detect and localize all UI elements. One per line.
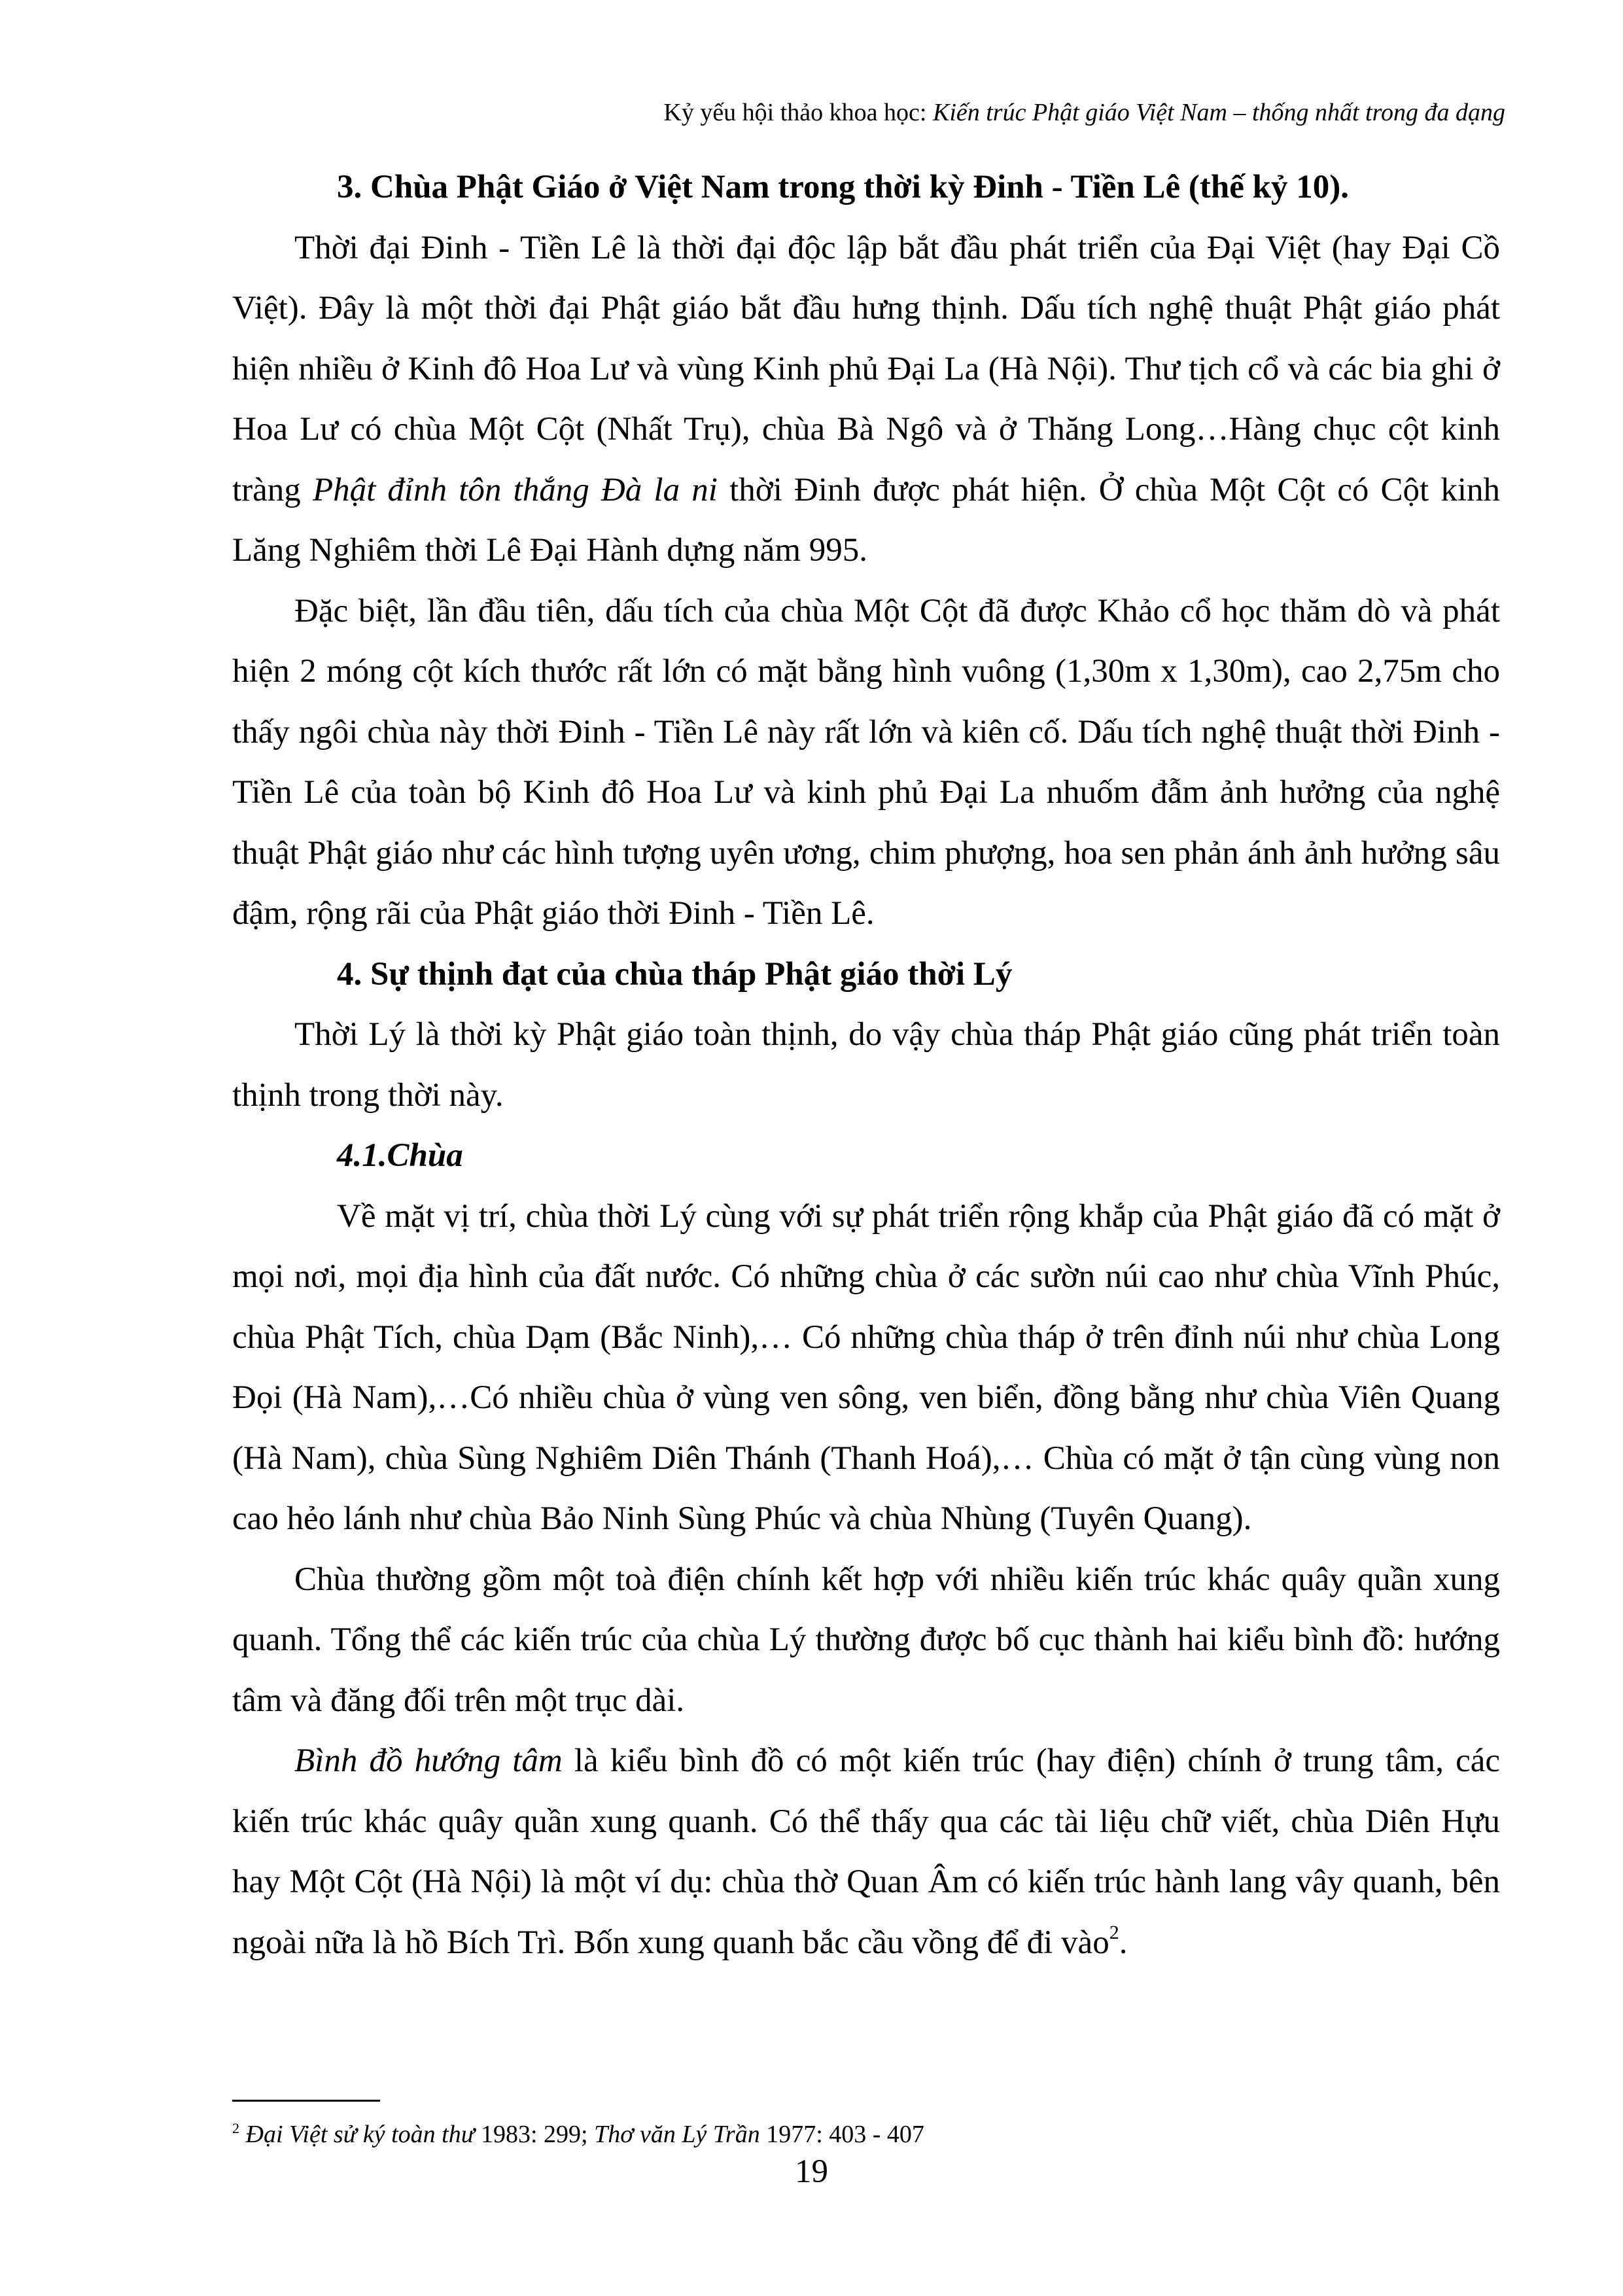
section-4-paragraph-1: Thời Lý là thời kỳ Phật giáo toàn thịnh, do vậy chùa tháp Phật giáo cũng phát triển toàn thịnh trong thời này.: [232, 1016, 1500, 1114]
footnote-source-2: Thơ văn Lý Trần: [594, 2121, 760, 2148]
page-number: 19: [795, 2153, 828, 2190]
term-italic: Bình đồ hướng tâm: [294, 1742, 563, 1779]
footnote-text: 1977: 403 - 407: [759, 2121, 924, 2148]
footnote-text: 1983: 299;: [474, 2121, 595, 2148]
section-4-1-paragraph-2: Chùa thường gồm một toà điện chính kết hợp với nhiều kiến trúc khác quây quần xung quanh. Tổng thể các kiến trúc của chùa Lý thường được bố cục thành hai kiểu bình đồ: hướng tâm và đăng đối trên một trục dài.: [232, 1561, 1500, 1719]
section-3-paragraph-1: [232, 218, 1500, 581]
footnote-separator: [232, 2100, 380, 2102]
section-4-heading: 4. Sự thịnh đạt của chùa tháp Phật giáo thời Lý: [337, 955, 1013, 993]
running-header: [663, 98, 1505, 127]
text-run: Thời đại Đinh - Tiền Lê là thời đại độc lập bắt đầu phát triển của Đại Việt (hay Đại Cồ Việt). Đây là một thời đại Phật giáo bắt đầu hưng thịnh. Dấu tích nghệ thuật Phật giáo phát hiện nhiều ở Kinh đô Hoa Lư và vùng Kinh phủ Đại La (Hà Nội). Thư tịch cổ và các bia ghi ở Hoa Lư có chùa Một Cột (Nhất Trụ), chùa Bà Ngô và ở Thăng Long…Hàng chục cột kinh tràng: [232, 229, 1500, 508]
footnote: [232, 2120, 924, 2149]
sutra-title: Phật đỉnh tôn thắng Đà la ni: [312, 471, 718, 508]
section-4-1-heading: 4.1.Chùa: [337, 1137, 463, 1174]
footnote-reference[interactable]: 2: [1109, 1921, 1119, 1943]
section-4-1-paragraph-1: Về mặt vị trí, chùa thời Lý cùng với sự phát triển rộng khắp của Phật giáo đã có mặt ở mọi nơi, mọi địa hình của đất nước. Có những chùa ở các sườn núi cao như chùa Vĩnh Phúc, chùa Phật Tích, chùa Dạm (Bắc Ninh),… Có những chùa tháp ở trên đỉnh núi như chùa Long Đọi (Hà Nam),…Có nhiều chùa ở vùng ven sông, ven biển, đồng bằng như chùa Viên Quang (Hà Nam), chùa Sùng Nghiêm Diên Thánh (Thanh Hoá),… Chùa có mặt ở tận cùng vùng non cao hẻo lánh như chùa Bảo Ninh Sùng Phúc và chùa Nhùng (Tuyên Quang).: [232, 1197, 1500, 1537]
header-title: Kiến trúc Phật giáo Việt Nam – thống nhất trong đa dạng: [932, 99, 1505, 126]
text-run: .: [1119, 1924, 1128, 1961]
section-3-heading: 3. Chùa Phật Giáo ở Việt Nam trong thời kỳ Đinh - Tiền Lê (thế kỷ 10).: [337, 169, 1349, 205]
header-prefix: Kỷ yếu hội thảo khoa học:: [663, 99, 933, 126]
section-3-paragraph-2: Đặc biệt, lần đầu tiên, dấu tích của chùa Một Cột đã được Khảo cổ học thăm dò và phát hiện 2 móng cột kích thước rất lớn có mặt bằng hình vuông (1,30m x 1,30m), cao 2,75m cho thấy ngôi chùa này thời Đinh - Tiền Lê này rất lớn và kiên cố. Dấu tích nghệ thuật thời Đinh - Tiền Lê của toàn bộ Kinh đô Hoa Lư và kinh phủ Đại La nhuốm đẫm ảnh hưởng của nghệ thuật Phật giáo như các hình tượng uyên ương, chim phượng, hoa sen phản ánh ảnh hưởng sâu đậm, rộng rãi của Phật giáo thời Đinh - Tiền Lê.: [232, 592, 1500, 932]
text-run: thời Đinh được phát hiện. Ở chùa Một Cột có Cột kinh Lăng Nghiêm thời Lê Đại Hành dựng năm 995.: [232, 471, 1501, 569]
footnote-source-1: Đại Việt sử ký toàn thư: [245, 2121, 475, 2148]
section-4-1-paragraph-3: [232, 1731, 1500, 1973]
text-run: là kiểu bình đồ có một kiến trúc (hay điện) chính ở trung tâm, các kiến trúc khác quây quần xung quanh. Có thể thấy qua các tài liệu chữ viết, chùa Diên Hựu hay Một Cột (Hà Nội) là một ví dụ: chùa thờ Quan Âm có kiến trúc hành lang vây quanh, bên ngoài nữa là hồ Bích Trì. Bốn xung quanh bắc cầu vồng để đi vào: [232, 1742, 1500, 1961]
body-text: [232, 157, 1500, 1973]
footnote-marker: 2: [232, 2120, 239, 2136]
